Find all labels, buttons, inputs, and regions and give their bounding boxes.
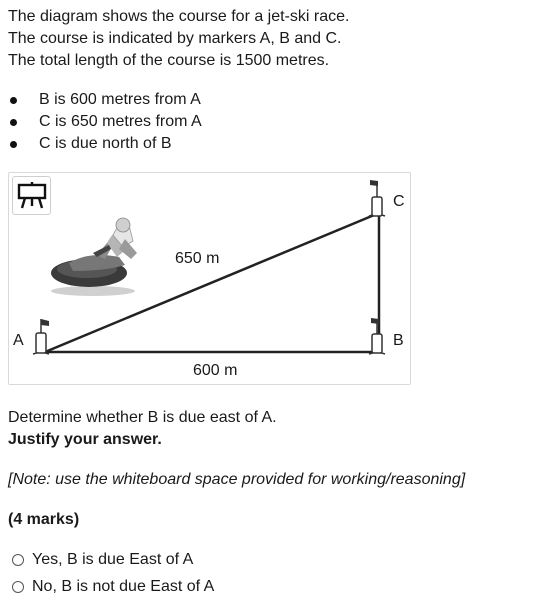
answer-option-no[interactable] xyxy=(12,576,214,598)
marker-b-buoy-icon xyxy=(369,318,385,354)
label-c: C xyxy=(393,193,405,210)
label-a: A xyxy=(13,332,24,349)
whiteboard-note: [Note: use the whiteboard space provided for working/reasoning] xyxy=(8,471,466,488)
marker-a-buoy-icon xyxy=(33,319,49,354)
course-diagram xyxy=(8,172,411,385)
list-item: C is 650 metres from A xyxy=(8,111,202,133)
list-item: B is 600 metres from A xyxy=(8,89,202,111)
jet-ski-icon xyxy=(51,218,137,296)
question-text: Determine whether B is due east of A. xyxy=(8,409,277,426)
facts-list xyxy=(8,89,202,155)
option-label: Yes, B is due East of A xyxy=(32,551,194,568)
course-drawing xyxy=(9,173,410,384)
label-b: B xyxy=(393,332,404,349)
answer-option-yes[interactable] xyxy=(12,549,193,571)
intro-line-2: The course is indicated by markers A, B and C. xyxy=(8,30,342,47)
hypotenuse-label: 650 m xyxy=(175,250,220,267)
intro-line-1: The diagram shows the course for a jet-ski race. xyxy=(8,8,350,25)
radio-button[interactable] xyxy=(12,554,24,566)
marker-c-buoy-icon xyxy=(369,180,385,216)
option-label: No, B is not due East of A xyxy=(32,578,215,595)
list-item: C is due north of B xyxy=(8,133,202,155)
radio-button[interactable] xyxy=(12,581,24,593)
intro-line-3: The total length of the course is 1500 metres. xyxy=(8,52,330,69)
base-label: 600 m xyxy=(193,362,238,379)
question-instruction: Justify your answer. xyxy=(8,431,162,448)
marks-label: (4 marks) xyxy=(8,511,80,528)
